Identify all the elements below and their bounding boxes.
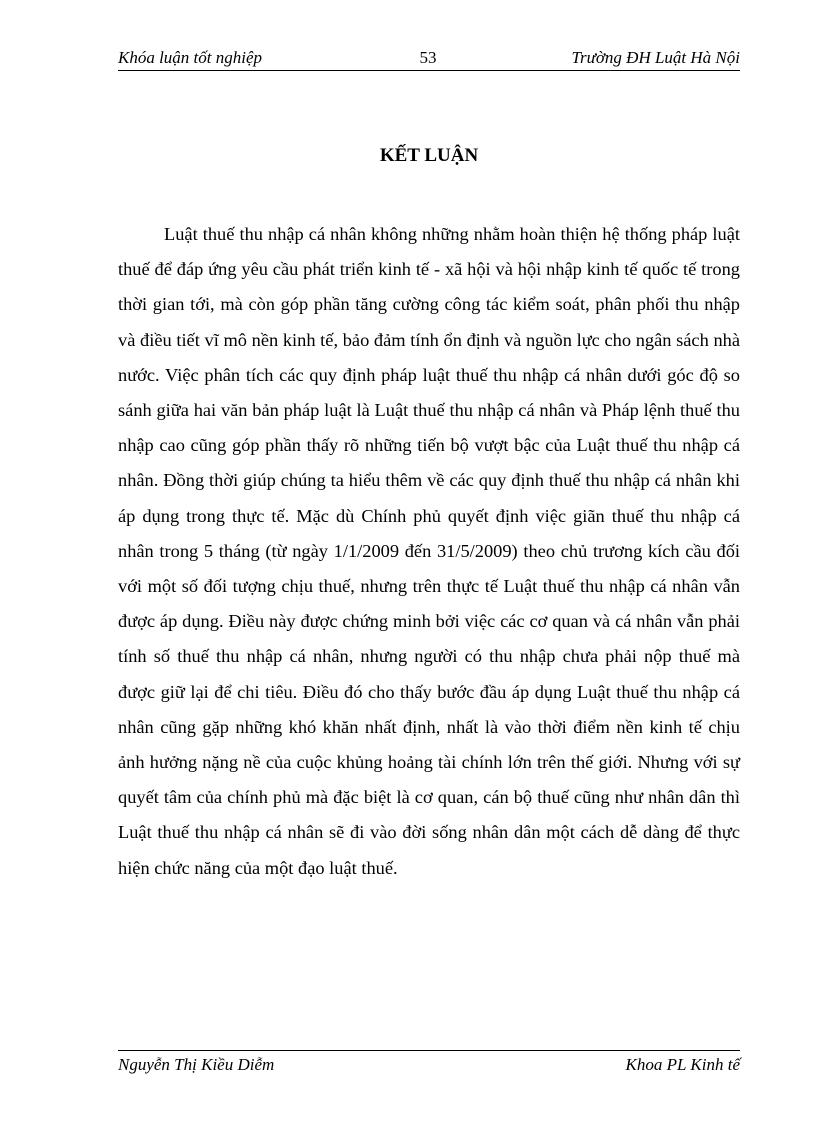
footer-faculty: Khoa PL Kinh tế xyxy=(625,1055,740,1074)
page-footer xyxy=(118,1050,740,1081)
header-document-type: Khóa luận tốt nghiệp xyxy=(118,48,263,67)
header-university: Trường ĐH Luật Hà Nội xyxy=(571,48,740,67)
page-number: 53 xyxy=(419,48,437,67)
section-title: KẾT LUẬN xyxy=(379,145,479,166)
footer-author: Nguyễn Thị Kiều Diễm xyxy=(118,1055,275,1074)
page-header xyxy=(118,46,740,71)
conclusion-paragraph: Luật thuế thu nhập cá nhân không những nhằm hoàn thiện hệ thống pháp luật thuế để đáp ứng yêu cầu phát triển kinh tế - xã hội và hội nhập kinh tế quốc tế trong thời gian tới, mà còn góp phần tăng cường công tác kiểm soát, phân phối thu nhập và điều tiết vĩ mô nền kinh tế, bảo đảm tính ổn định và nguồn lực cho ngân sách nhà nước. Việc phân tích các quy định pháp luật thuế thu nhập cá nhân dưới góc độ so sánh giữa hai văn bản pháp luật là Luật thuế thu nhập cá nhân và Pháp lệnh thuế thu nhập cao cũng góp phần thấy rõ những tiến bộ vượt bậc của Luật thuế thu nhập cá nhân. Đồng thời giúp chúng ta hiểu thêm về các quy định thuế thu nhập cá nhân khi áp dụng trong thực tế. Mặc dù Chính phủ quyết định việc giãn thuế thu nhập cá nhân trong 5 tháng (từ ngày 1/1/2009 đến 31/5/2009) theo chủ trương kích cầu đối với một số đối tượng chịu thuế, nhưng trên thực tế Luật thuế thu nhập cá nhân vẫn được áp dụng. Điều này được chứng minh bởi việc các cơ quan và cá nhân vẫn phải tính số thuế thu nhập cá nhân, nhưng người có thu nhập chưa phải nộp thuế mà được giữ lại để chi tiêu. Điều đó cho thấy bước đầu áp dụng Luật thuế thu nhập cá nhân cũng gặp những khó khăn nhất định, nhất là vào thời điểm nền kinh tế chịu ảnh hưởng nặng nề của cuộc khủng hoảng tài chính lớn trên thế giới. Nhưng với sự quyết tâm của chính phủ mà đặc biệt là cơ quan, cán bộ thuế cũng như nhân dân thì Luật thuế thu nhập cá nhân sẽ đi vào đời sống nhân dân một cách dễ dàng để thực hiện chức năng của một đạo luật thuế. xyxy=(118,224,740,878)
